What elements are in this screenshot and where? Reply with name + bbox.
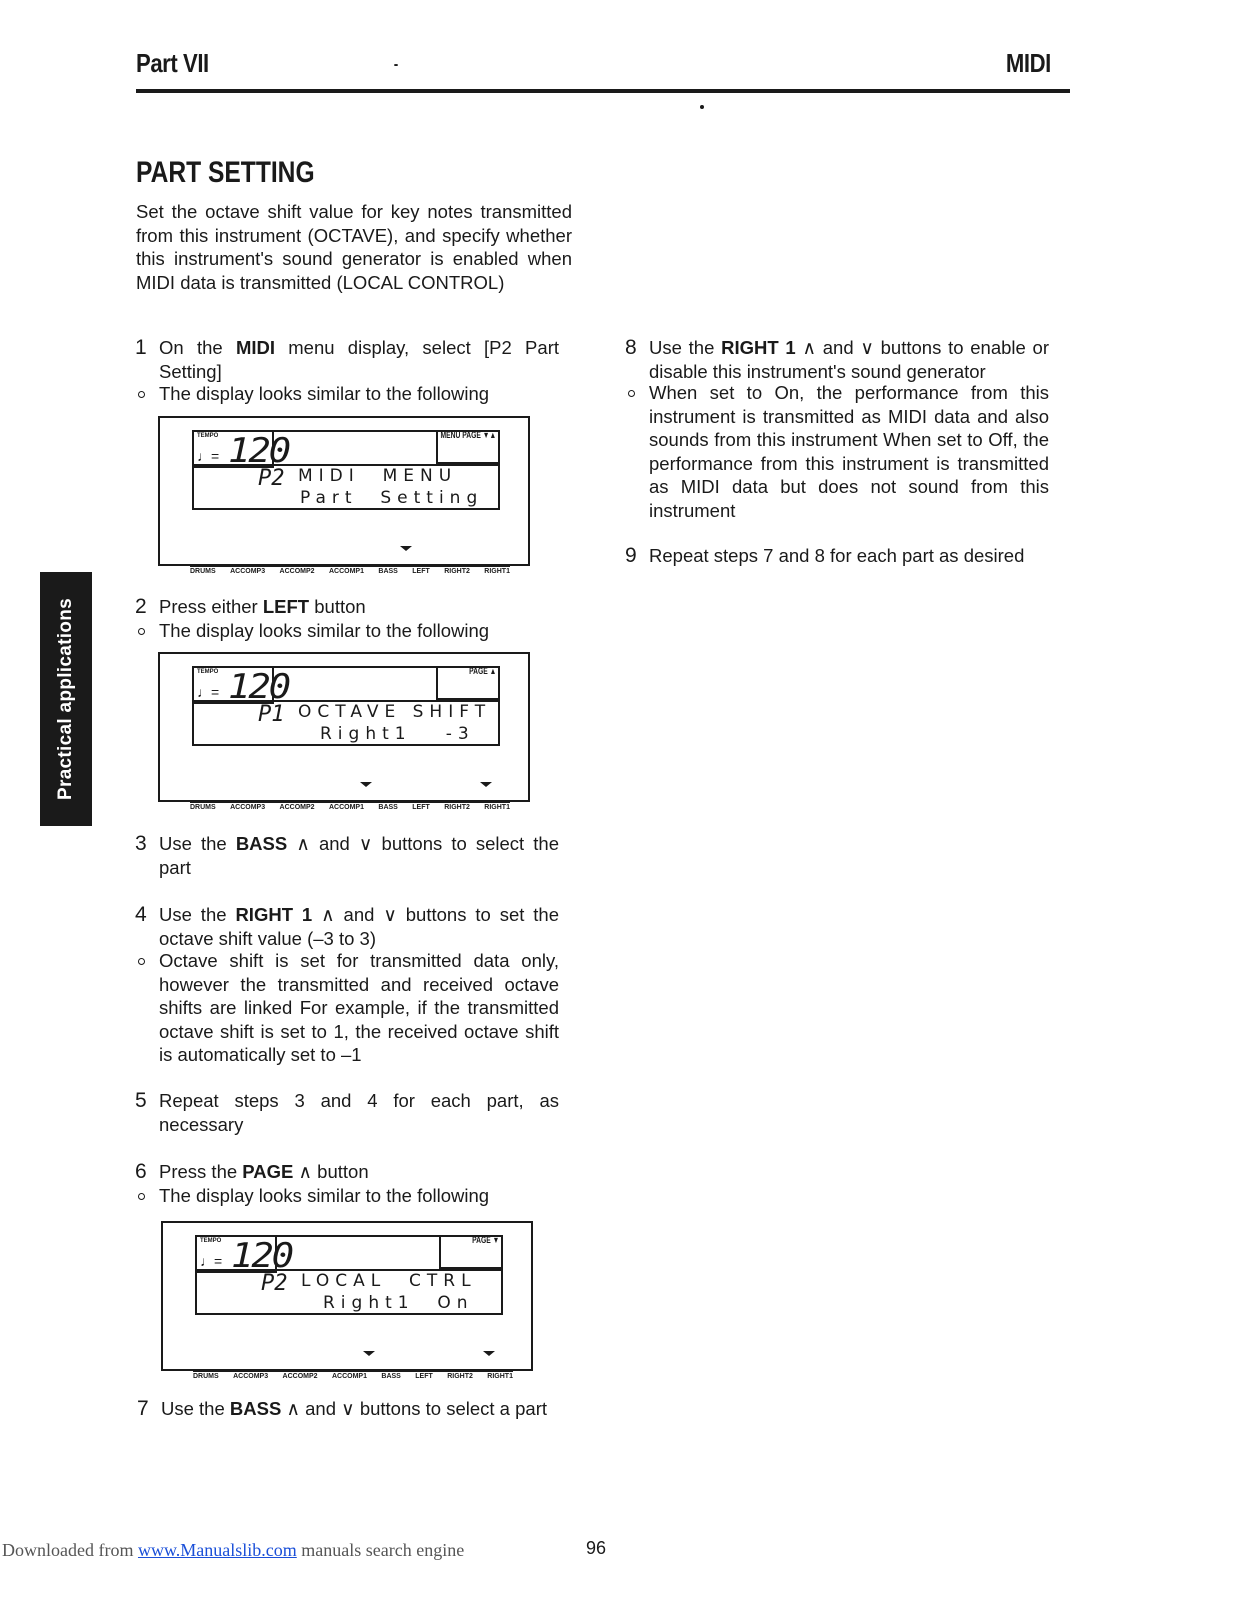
speck (394, 64, 398, 66)
intro-paragraph: Set the octave shift value for key notes transmitted from this instrument (OCTAVE), and specify whether this instrument's sound generator is enabled when MIDI data is transmitted (LOCAL CONTROL) (136, 201, 572, 293)
bullet-4: Octave shift is set for transmitted data only, however the transmitted and received octave shifts are linked For example, if the transmitted octave shift is set to 1, the received octave shift is automatically set to –1 (159, 949, 559, 1067)
bullet-6: The display looks similar to the following (159, 1184, 559, 1208)
step-6: 6 Press the PAGE ∧ button (135, 1160, 369, 1183)
manualslib-link[interactable]: www.Manualslib.com (137, 1540, 297, 1560)
download-footer: Downloaded from www.Manualslib.com manuals search engine (2, 1540, 465, 1560)
step-4: 4 Use the RIGHT 1 ∧ and ∨ buttons to set the octave shift value (–3 to 3) (135, 903, 559, 949)
lcd-part-labels: DRUMS ACCOMP3 ACCOMP2 ACCOMP1 BASS LEFT RIGHT2 RIGHT1 (190, 804, 510, 811)
page-title: PART SETTING (136, 156, 315, 189)
lcd-part-labels: DRUMS ACCOMP3 ACCOMP2 ACCOMP1 BASS LEFT RIGHT2 RIGHT1 (193, 1373, 513, 1380)
step-5: 5 Repeat steps 3 and 4 for each part, as necessary (135, 1089, 559, 1135)
bullet-2: The display looks similar to the following (159, 619, 559, 643)
side-tab: Practical applications (40, 572, 92, 826)
page-number: 96 (586, 1538, 607, 1558)
lcd-display-3: TEMPO ♩= 120 PAGE ▼ P2 LOCAL CTRL Right1 On DRUMS ACCOMP3 ACCOMP2 ACCOMP1 BASS LEFT RIGHT2 RIGHT1 (161, 1221, 533, 1371)
bullet-8: When set to On, the performance from this instrument is transmitted as MIDI data and also sounds from this instrument When set to Off, the performance from this instrument is transmitted as MIDI data but does not sound from this instrument (649, 381, 1049, 522)
lcd-part-labels: DRUMS ACCOMP3 ACCOMP2 ACCOMP1 BASS LEFT RIGHT2 RIGHT1 (190, 568, 510, 575)
step-7: 7 Use the BASS ∧ and ∨ buttons to select a part (137, 1397, 547, 1420)
lcd-display-2: TEMPO ♩= 120 PAGE ▲ P1 OCTAVE SHIFT Right1 -3 DRUMS ACCOMP3 ACCOMP2 ACCOMP1 BASS LEFT RIGHT2 RIGHT1 (158, 652, 530, 802)
chapter-header: MIDI (1006, 48, 1051, 78)
step-9: 9 Repeat steps 7 and 8 for each part as desired (625, 544, 1025, 567)
header-rule (136, 89, 1070, 93)
step-1: 1 On the MIDI menu display, select [P2 Part Setting] (135, 336, 559, 382)
bullet-1: The display looks similar to the following (159, 382, 559, 406)
section-header: Part VII (136, 48, 209, 78)
speck (700, 105, 704, 109)
step-2: 2 Press either LEFT button (135, 595, 366, 618)
lcd-display-1: TEMPO ♩= 120 MENU PAGE ▼▲ P2 MIDI MENU Part Setting DRUMS ACCOMP3 ACCOMP2 ACCOMP1 BASS LEFT RIGHT2 RIGHT1 (158, 416, 530, 566)
step-8: 8 Use the RIGHT 1 ∧ and ∨ buttons to enable or disable this instrument's sound generator (625, 336, 1049, 382)
step-3: 3 Use the BASS ∧ and ∨ buttons to select the part (135, 832, 559, 878)
